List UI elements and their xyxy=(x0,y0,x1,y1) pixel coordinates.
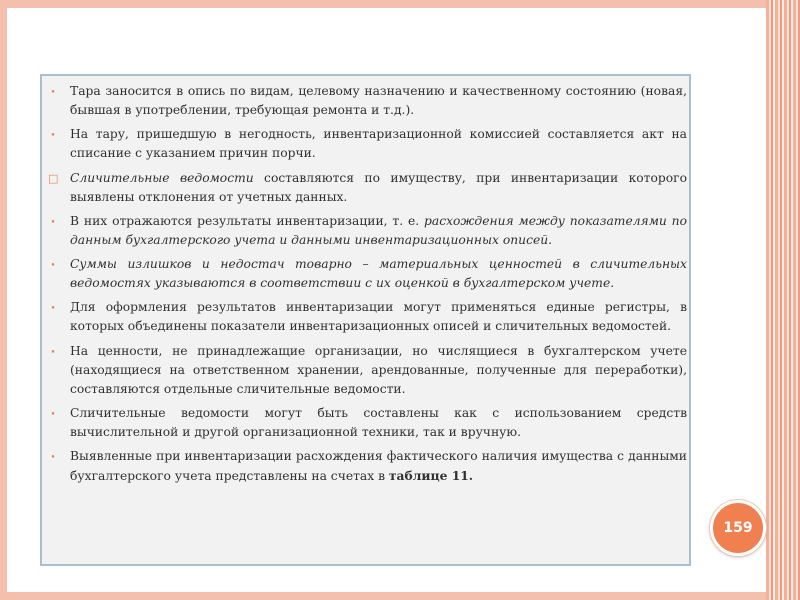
decorative-stripes xyxy=(766,0,800,600)
bullet-text: Тара заносится в опись по видам, целевому назначению и качественному состоянию (новая, бывшая в употреблении, требующая ремонта и т.д.). xyxy=(70,84,687,117)
bullet-item xyxy=(70,298,687,336)
bullet-list xyxy=(70,82,687,492)
bullet-item xyxy=(70,342,687,399)
bullet-text: Выявленные при инвентаризации расхождения фактического наличия имущества с данными бухгалтерского учета представлены на счетах в xyxy=(70,449,687,484)
bullet-text: составляются по имуществу, при инвентаризации которого выявлены отклонения от учетных данных. xyxy=(70,170,687,204)
bullet-text-italic: Суммы излишков и недостач товарно – материальных ценностей в сличительных ведомостях указываются в соответствии с их оценкой в бухгалтерском учете. xyxy=(70,257,687,291)
bullet-marker-icon xyxy=(48,82,58,103)
bullet-text: Для оформления результатов инвентаризации могут применяться единые регистры, в которых объединены показатели инвентаризационных описей и сличительных ведомостей. xyxy=(70,300,687,334)
bullet-marker-icon xyxy=(48,342,58,363)
bullet-text-italic: Сличительные ведомости xyxy=(70,170,254,185)
left-frame-border xyxy=(0,0,7,600)
bullet-marker-icon xyxy=(48,447,58,468)
bullet-item xyxy=(70,169,687,207)
bottom-frame-border xyxy=(0,592,766,600)
bullet-item xyxy=(70,212,687,250)
bullet-item xyxy=(70,255,687,293)
bullet-text-bold: таблице 11. xyxy=(388,468,474,484)
bullet-text: На ценности, не принадлежащие организации, но числящиеся в бухгалтерском учете (находящиеся на ответственном хранении, арендованные, полученные для переработки), составляются отдельные сличительные ведомости. xyxy=(70,343,687,396)
bullet-marker-icon xyxy=(48,298,58,319)
bullet-text-italic: расхождения между показателями по данным бухгалтерского учета и данными инвентаризационных описей. xyxy=(70,213,687,247)
bullet-item xyxy=(70,404,687,442)
bullet-marker-icon xyxy=(48,404,58,425)
bullet-text: Сличительные ведомости могут быть составлены как с использованием средств вычислительной и другой организационной техники, так и вручную. xyxy=(70,406,687,440)
square-bullet-icon xyxy=(48,169,58,188)
top-frame-border xyxy=(0,0,766,8)
page-number-badge: 159 xyxy=(710,500,766,556)
bullet-text: В них отражаются результаты инвентаризации, т. е. xyxy=(70,213,425,228)
bullet-item xyxy=(70,125,687,163)
bullet-item xyxy=(70,82,687,120)
bullet-marker-icon xyxy=(48,255,58,276)
bullet-text: На тару, пришедшую в негодность, инвентаризационной комиссией составляется акт на списание с указанием причин порчи. xyxy=(70,127,687,161)
bullet-item xyxy=(70,447,687,486)
bullet-marker-icon xyxy=(48,125,58,146)
content-box xyxy=(40,74,691,566)
bullet-marker-icon xyxy=(48,212,58,233)
